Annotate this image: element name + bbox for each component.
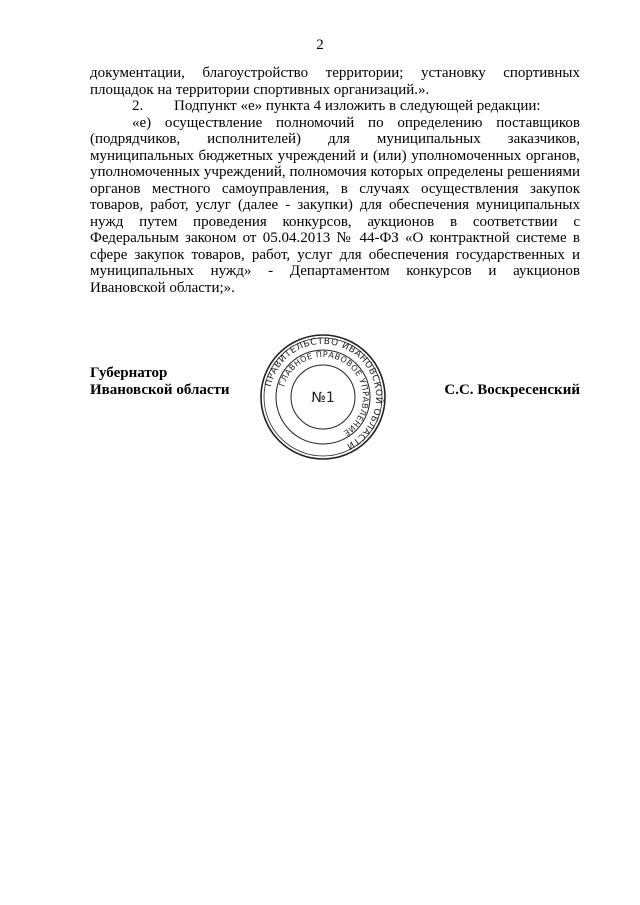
- paragraph-item-2: [90, 98, 580, 115]
- seal-inner-text: ГЛАВНОЕ ПРАВОВОЕ УПРАВЛЕНИЕ: [277, 349, 371, 438]
- signature-block: [90, 336, 580, 470]
- paragraph-continuation: документации, благоустройство территории; установку спортивных площадок на территории спортивных организаций.».: [90, 65, 580, 98]
- seal-center-text: №1: [311, 390, 335, 406]
- signer-title-line2: Ивановской области: [90, 382, 230, 398]
- item-text: Подпункт «е» пункта 4 изложить в следующей редакции:: [174, 98, 541, 114]
- paragraph-amendment: «е) осуществление полномочий по определению поставщиков (подрядчиков, исполнителей) для муниципальных заказчиков, муниципальных бюджетных учреждений и (или) уполномоченных органов, уполномоченных учреждений, полномочия которых определены решениями органов местного самоуправления, в случаях осуществления закупок товаров, работ, услуг (далее - закупки) для обеспечения муниципальных нужд путем проведения конкурсов, аукционов в соответствии с Федеральным законом от 05.04.2013 № 44-ФЗ «О контрактной системе в сфере закупок товаров, работ, услуг для обеспечения государственных и муниципальных нужд» - Департаментом конкурсов и аукционов Ивановской области;».: [90, 114, 580, 296]
- seal-outer-text: ПРАВИТЕЛЬСТВО ИВАНОВСКОЙ ОБЛАСТИ: [264, 336, 384, 452]
- official-seal-icon: [258, 332, 388, 462]
- page-number: 2: [316, 37, 324, 53]
- signer-name: С.С. Воскресенский: [444, 382, 580, 398]
- document-body: [90, 65, 580, 296]
- signer-title: [90, 365, 230, 399]
- item-number: 2.: [132, 98, 144, 114]
- signer-title-line1: Губернатор: [90, 365, 168, 381]
